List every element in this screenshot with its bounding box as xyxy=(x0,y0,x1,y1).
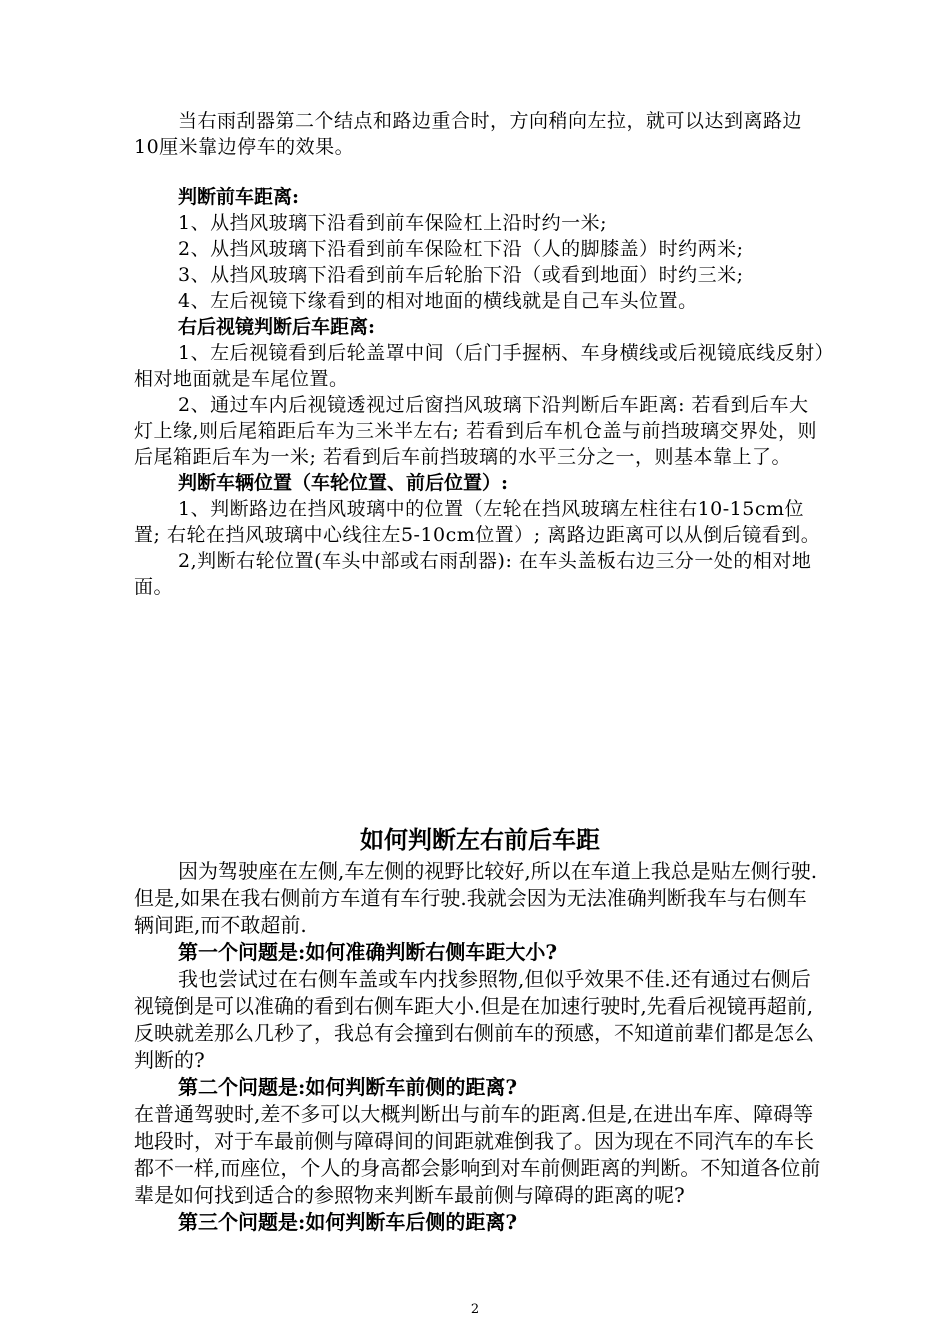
rear-item: 2、通过车内后视镜透视过后窗挡风玻璃下沿判断后车距离: 若看到后车大灯上缘,则后尾箱距后车为三米半左右; 若看到后车机仓盖与前挡玻璃交界处，则后尾箱距后车为一米; 若看到后车前挡玻璃的水平三分之一，则基本靠上了。 xyxy=(134,394,817,468)
position-item: 1、判断路边在挡风玻璃中的位置（左轮在挡风玻璃左柱往右10-15cm位置; 右轮在挡风玻璃中心线往左5-10cm位置）; 离路边距离可以从倒后镜看到。 xyxy=(134,498,821,546)
front-item: 1、从挡风玻璃下沿看到前车保险杠上沿时约一米; xyxy=(178,212,607,234)
front-item: 2、从挡风玻璃下沿看到前车保险杠下沿（人的脚膝盖）时约两米; xyxy=(178,238,744,260)
distance-questions-section xyxy=(134,858,826,1236)
question-1-heading: 第一个问题是:如何准确判断右侧车距大小? xyxy=(178,940,558,964)
rear-distance-heading: 右后视镜判断后车距离: xyxy=(178,316,376,338)
question-2-text: 在普通驾驶时,差不多可以大概判断出与前车的距离.但是,在进出车库、障碍等地段时，对于车最前侧与障碍间的间距就难倒我了。因为现在不同汽车的车长都不一样,而座位，个人的身高都会影响到对车前侧距离的判断。不知道各位前辈是如何找到适合的参照物来判断车最前侧与障碍的距离的呢? xyxy=(134,1102,821,1207)
page-number: 2 xyxy=(470,1302,480,1317)
vehicle-position-heading: 判断车辆位置（车轮位置、前后位置）: xyxy=(178,472,509,494)
position-item: 2,判断右轮位置(车头中部或右雨刮器): 在车头盖板右边三分一处的相对地面。 xyxy=(134,550,812,598)
section-title: 如何判断左右前后车距 xyxy=(360,825,600,854)
section-intro: 因为驾驶座在左侧,车左侧的视野比较好,所以在车道上我总是贴左侧行驶.但是,如果在我右侧前方车道有车行驶.我就会因为无法准确判断我车与右侧车辆间距,而不敢超前. xyxy=(134,859,818,937)
question-2-heading: 第二个问题是:如何判断车前侧的距离? xyxy=(178,1075,518,1099)
question-3-heading: 第三个问题是:如何判断车后侧的距离? xyxy=(178,1210,518,1234)
front-item: 4、左后视镜下缘看到的相对地面的横线就是自己车头位置。 xyxy=(178,290,698,312)
intro-text: 当右雨刮器第二个结点和路边重合时，方向稍向左拉，就可以达到离路边10厘米靠边停车的效果。 xyxy=(134,110,803,158)
front-distance-heading: 判断前车距离: xyxy=(178,186,300,208)
question-1-text: 我也尝试过在右侧车盖或车内找参照物,但似乎效果不佳.还有通过右侧后视镜倒是可以准确的看到右侧车距大小.但是在加速行驶时,先看后视镜再超前,反映就差那么几秒了，我总有会撞到右侧前车的预感，不知道前辈们都是怎么判断的? xyxy=(134,967,814,1072)
rear-item: 1、左后视镜看到后轮盖罩中间（后门手握柄、车身横线或后视镜底线反射）相对地面就是车尾位置。 xyxy=(134,342,825,390)
intro-paragraph xyxy=(134,108,826,160)
front-distance-section xyxy=(134,184,826,600)
front-item: 3、从挡风玻璃下沿看到前车后轮胎下沿（或看到地面）时约三米; xyxy=(178,264,744,286)
